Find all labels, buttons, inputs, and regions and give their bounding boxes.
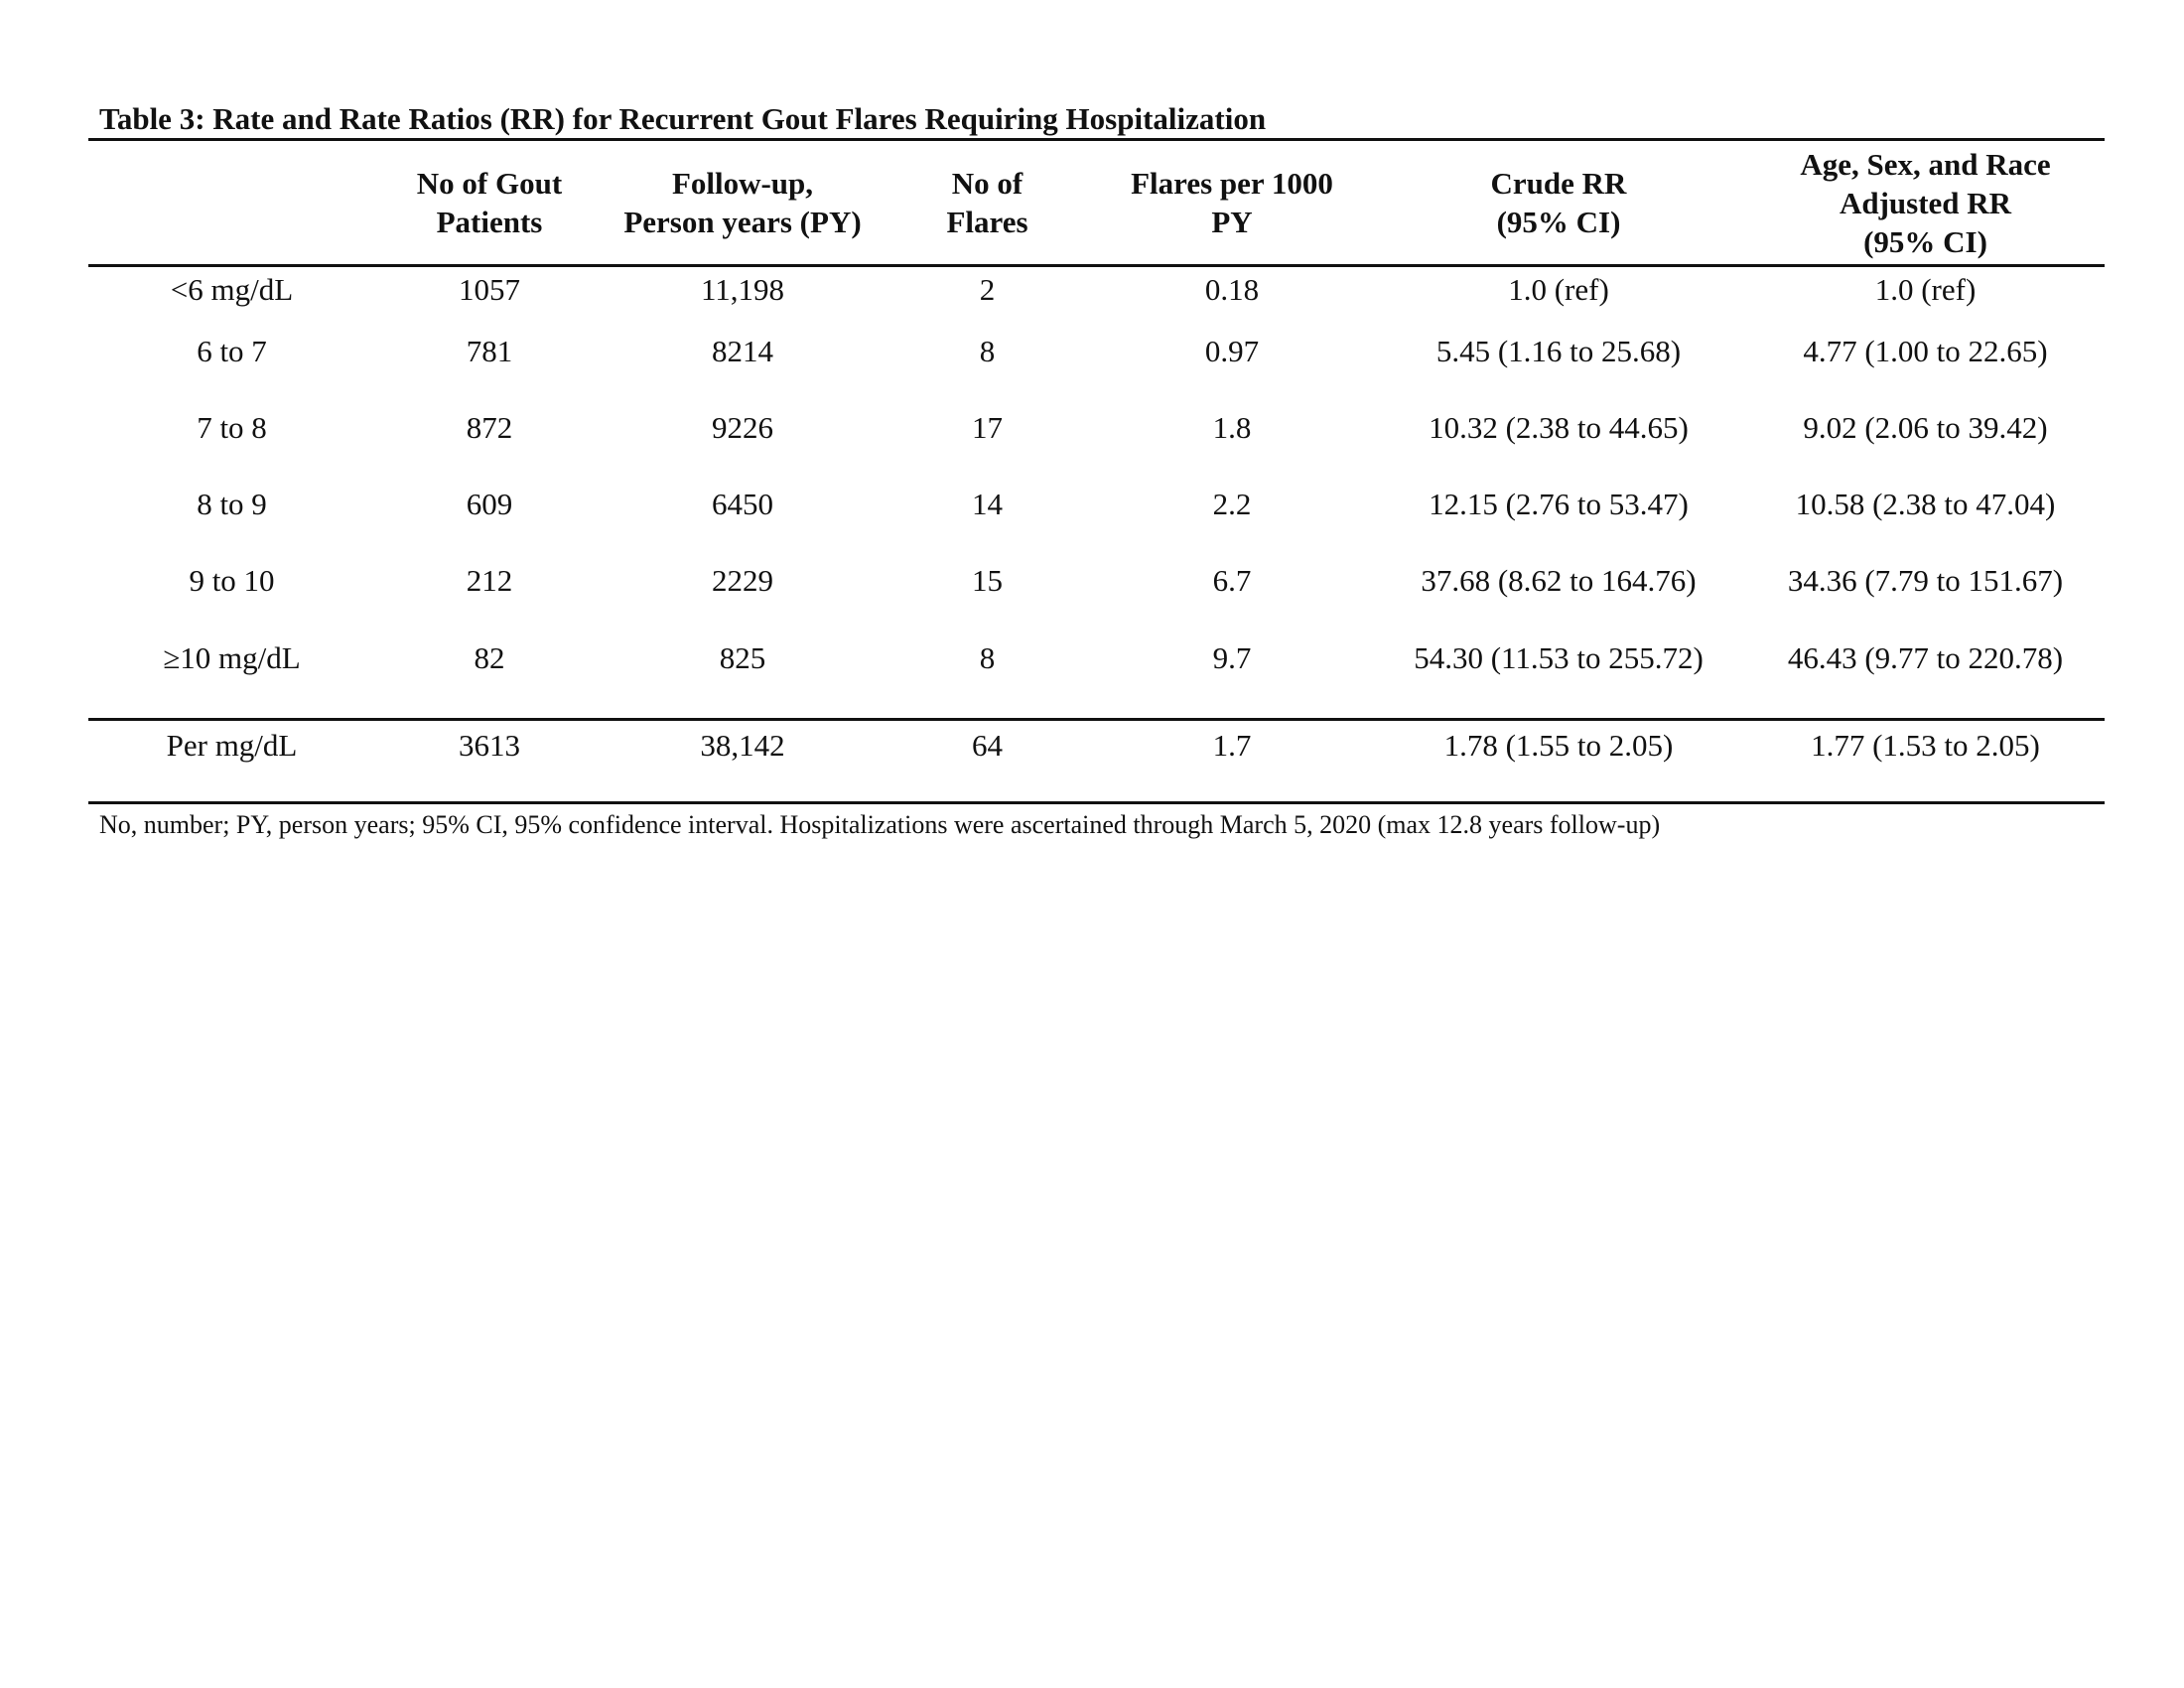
table-row <box>88 389 2105 466</box>
table-cell: 34.36 (7.79 to 151.67) <box>1787 563 2064 598</box>
table-row <box>88 466 2105 542</box>
table-cell: 2.2 <box>1212 487 1252 521</box>
header-cell-category <box>88 140 375 266</box>
summary-cell: 1.77 (1.53 to 2.05) <box>1746 720 2105 803</box>
table-cell: 54.30 (11.53 to 255.72) <box>1414 640 1704 675</box>
table-cell: 11,198 <box>700 272 785 307</box>
table-cell: 8 <box>979 640 996 675</box>
header-line: No of <box>951 166 1024 201</box>
table-cell: 8 to 9 <box>197 487 267 521</box>
table-cell: 14 <box>972 487 1003 521</box>
table-cell: 6 to 7 <box>197 334 267 368</box>
table-cell: 5.45 (1.16 to 25.68) <box>1435 334 1682 368</box>
header-line: Adjusted RR <box>1839 185 2012 220</box>
table-cell: 212 <box>466 563 513 598</box>
table-cell: 9.02 (2.06 to 39.42) <box>1803 410 2048 445</box>
header-line: PY <box>1211 205 1253 239</box>
header-cell-flares <box>882 140 1093 266</box>
table-cell: 9.7 <box>1212 640 1252 675</box>
table-cell: 1057 <box>459 272 520 307</box>
header-line: (95% CI) <box>1863 223 1987 259</box>
table-cell: <6 mg/dL <box>170 272 294 307</box>
header-cell-follow-up <box>604 140 882 266</box>
header-cell-adjusted-rr <box>1746 140 2105 266</box>
table-cell: 8 <box>979 334 996 368</box>
header-line: Follow-up, <box>671 166 814 201</box>
table-cell: 0.18 <box>1204 272 1260 307</box>
rate-ratio-table <box>88 138 2105 804</box>
table-cell: 609 <box>466 487 513 521</box>
header-cell-crude-rr <box>1371 140 1746 266</box>
table-cell: 1.0 (ref) <box>1508 272 1609 307</box>
summary-cell: 3613 <box>375 720 604 803</box>
table-cell: 82 <box>474 640 505 675</box>
table-cell: 12.15 (2.76 to 53.47) <box>1429 487 1689 521</box>
summary-cell: 38,142 <box>604 720 882 803</box>
table-cell: 825 <box>719 640 766 675</box>
table-cell: 9 to 10 <box>189 563 275 598</box>
table-cell: 15 <box>972 563 1003 598</box>
table-header-row <box>88 140 2105 266</box>
summary-cell: 1.78 (1.55 to 2.05) <box>1371 720 1746 803</box>
table-cell: 1.0 (ref) <box>1874 272 1977 307</box>
header-line: No of Gout <box>416 166 563 201</box>
table-cell: 17 <box>972 410 1003 445</box>
table-cell: 8214 <box>712 334 773 368</box>
table-cell: 2229 <box>712 563 773 598</box>
table-row <box>88 619 2105 720</box>
table-footnote: No, number; PY, person years; 95% CI, 95% confidence interval. Hospitalizations were ascertained through March 5, 2020 (max 12.8 years follow-up) <box>99 810 1661 839</box>
table-cell: 46.43 (9.77 to 220.78) <box>1787 640 2064 675</box>
summary-cell: 1.7 <box>1093 720 1371 803</box>
table-caption: Table 3: Rate and Rate Ratios (RR) for Recurrent Gout Flares Requiring Hospitalization <box>99 101 1267 136</box>
summary-cell: 64 <box>882 720 1093 803</box>
table-summary <box>88 720 2105 803</box>
header-line: Flares per 1000 <box>1131 166 1333 201</box>
table-cell: 10.58 (2.38 to 47.04) <box>1795 487 2056 521</box>
header-line: Crude RR <box>1490 166 1627 201</box>
table-body <box>88 266 2105 720</box>
table-cell: 0.97 <box>1204 334 1260 368</box>
table-cell: 9226 <box>712 410 773 445</box>
table-cell: 1.8 <box>1212 410 1252 445</box>
summary-cell: Per mg/dL <box>88 720 375 803</box>
header-line: Patients <box>436 205 543 239</box>
table-cell: 6.7 <box>1212 563 1252 598</box>
header-cell-flares-per-1000 <box>1093 140 1371 266</box>
header-line: Age, Sex, and Race <box>1800 146 2051 182</box>
table-row <box>88 266 2105 314</box>
table-cell: 37.68 (8.62 to 164.76) <box>1421 563 1697 598</box>
header-cell-patients <box>375 140 604 266</box>
table-row <box>88 542 2105 619</box>
table-cell: 10.32 (2.38 to 44.65) <box>1429 410 1689 445</box>
table-cell: 7 to 8 <box>197 410 267 445</box>
table-cell: 4.77 (1.00 to 22.65) <box>1803 334 2048 368</box>
table-cell: 872 <box>466 410 513 445</box>
table-cell: ≥10 mg/dL <box>163 640 301 675</box>
header-line: Person years (PY) <box>623 205 862 239</box>
table-container <box>88 138 2105 804</box>
table-cell: 2 <box>979 272 996 307</box>
header-line: (95% CI) <box>1496 205 1621 239</box>
table-row <box>88 313 2105 389</box>
table-cell: 781 <box>466 334 513 368</box>
table-cell: 6450 <box>712 487 773 521</box>
header-line: Flares <box>946 205 1028 239</box>
summary-row <box>88 720 2105 803</box>
